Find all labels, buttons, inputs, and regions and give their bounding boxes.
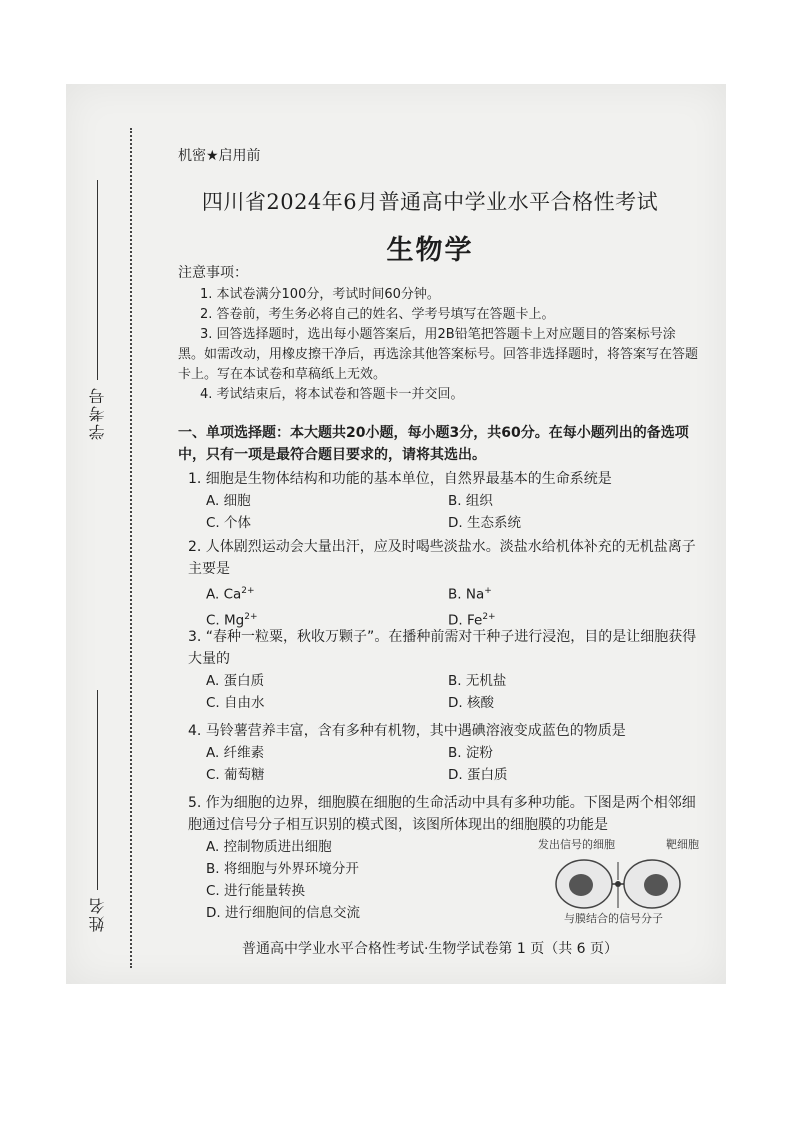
notice-heading: 注意事项： (178, 265, 248, 281)
exam-title: 四川省2024年6月普通高中学业水平合格性考试 (201, 190, 659, 214)
option-d: D. 生态系统 (448, 515, 521, 531)
sender-nucleus (569, 874, 593, 896)
name-field (86, 690, 109, 932)
option-d: D. 核酸 (448, 695, 494, 711)
student-id-field (86, 180, 109, 440)
option-c: C. 葡萄糖 (206, 767, 265, 783)
option-d: D. $Fe^{2+}$ (448, 611, 496, 628)
question-2 (188, 536, 698, 631)
secret-mark: 机密★启用前 (178, 148, 261, 164)
name-label: 姓名 (88, 896, 107, 932)
page-footer: 普通高中学业水平合格性考试·生物学试卷第 1 页（共 6 页） (241, 941, 619, 957)
figure-label-signal: 与膜结合的信号分子 (564, 912, 663, 925)
student-id-blank (97, 180, 98, 380)
section-title: 一、单项选择题：本大题共20小题，每小题3分，共60分。在每小题列出的备选项中，只有一项是最符合题目要求的，请将其选出。 (178, 425, 689, 463)
question-stem: 2. 人体剧烈运动会大量出汗，应及时喝些淡盐水。淡盐水给机体补充的无机盐离子主要是 (188, 539, 696, 577)
question-3 (188, 626, 698, 714)
name-blank (97, 690, 98, 890)
question-1 (188, 468, 698, 534)
option-b: B. 淀粉 (448, 745, 493, 761)
question-4 (188, 720, 698, 786)
student-id-label: 学考号 (88, 386, 107, 440)
option-a: A. $Ca^{2+}$ (206, 586, 255, 603)
option-b: B. 无机盐 (448, 673, 507, 689)
question-stem: 3. “春种一粒粟，秋收万颗子”。在播种前需对干种子进行浸泡，目的是让细胞获得大量的 (188, 629, 697, 667)
option-c: C. 进行能量转换 (206, 883, 306, 899)
notice-item-3: 3. 回答选择题时，选出每小题答案后，用2B铅笔把答题卡上对应题目的答案标号涂黑。如需改动，用橡皮擦干净后，再选涂其他答案标号。回答非选择题时，将答案写在答题卡上。写在本试卷和草稿纸上无效。 (178, 327, 699, 382)
option-c: C. 个体 (206, 515, 252, 531)
figure-label-sender: 发出信号的细胞 (538, 838, 615, 851)
option-a: A. 控制物质进出细胞 (206, 839, 332, 855)
option-d: D. 进行细胞间的信息交流 (206, 905, 360, 921)
option-b: B. Na+ (448, 586, 492, 603)
option-a: A. 细胞 (206, 493, 251, 509)
question-stem: 5. 作为细胞的边界，细胞膜在细胞的生命活动中具有多种功能。下图是两个相邻细胞通过信号分子相互识别的模式图，该图所体现出的细胞膜的功能是 (188, 795, 696, 833)
cell-diagram (554, 852, 704, 912)
question-stem: 4. 马铃薯营养丰富，含有多种有机物，其中遇碘溶液变成蓝色的物质是 (188, 723, 626, 739)
signal-molecule (615, 881, 621, 887)
notice-item-1: 1. 本试卷满分100分，考试时间60分钟。 (200, 287, 440, 302)
option-b: B. 组织 (448, 493, 493, 509)
option-c: C. $Mg^{2+}$ (206, 611, 258, 628)
subject-title: 生物学 (386, 235, 474, 266)
binding-dotted-line (130, 128, 132, 968)
notice-item-4: 4. 考试结束后，将本试卷和答题卡一并交回。 (200, 387, 464, 402)
option-b: B. 将细胞与外界环境分开 (206, 861, 359, 877)
notice-item-2: 2. 答卷前，考生务必将自己的姓名、学考号填写在答题卡上。 (200, 307, 555, 322)
cell-signal-figure (534, 836, 714, 926)
option-a: A. 蛋白质 (206, 673, 265, 689)
figure-label-target: 靶细胞 (666, 838, 699, 851)
question-stem: 1. 细胞是生物体结构和功能的基本单位，自然界最基本的生命系统是 (188, 471, 612, 487)
option-a: A. 纤维素 (206, 745, 265, 761)
target-nucleus (644, 874, 668, 896)
option-c: C. 自由水 (206, 695, 265, 711)
option-d: D. 蛋白质 (448, 767, 508, 783)
